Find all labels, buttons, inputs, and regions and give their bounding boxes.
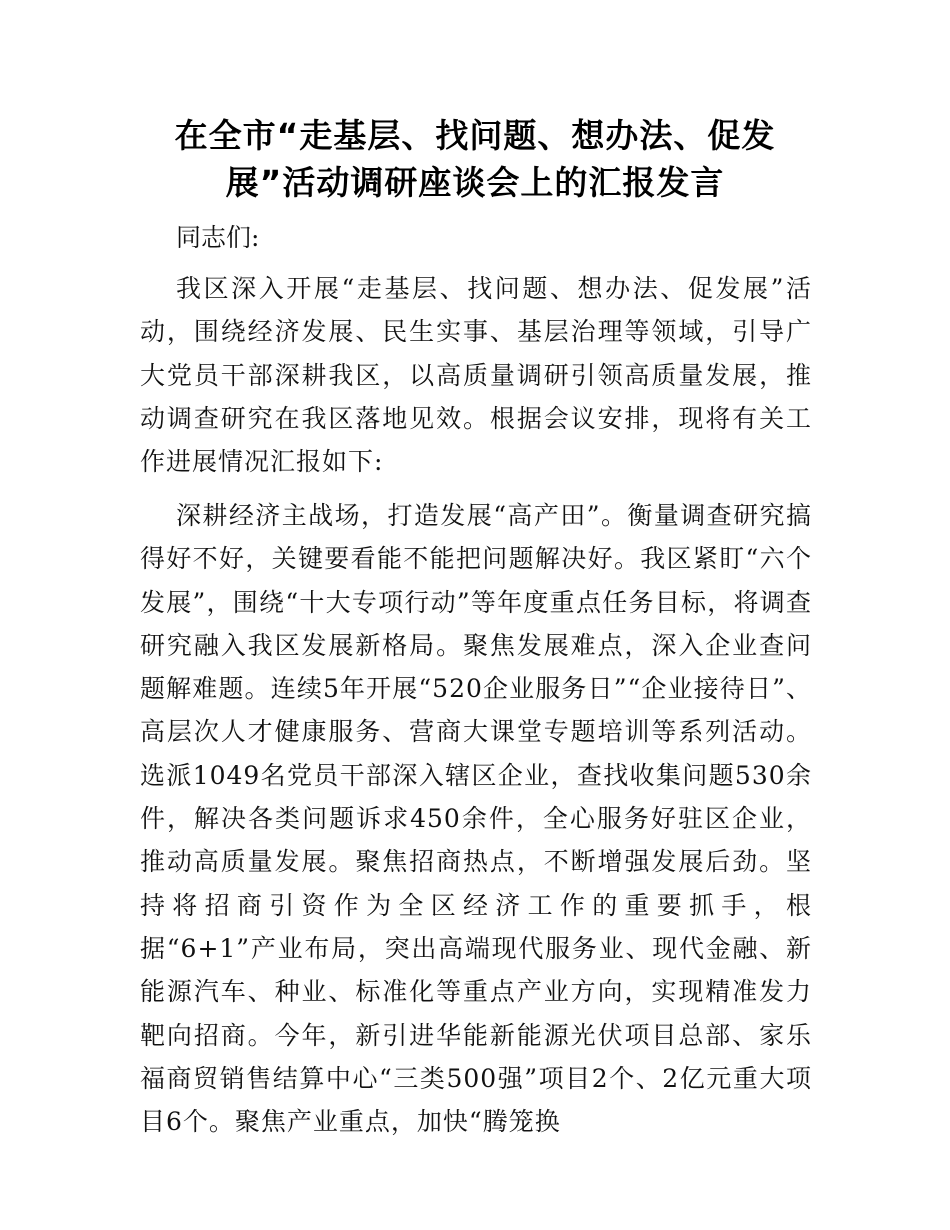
- salutation: 同志们:: [176, 223, 260, 252]
- paragraph-intro: 我区深入开展“走基层、找问题、想办法、促发展”活动，围绕经济发展、民生实事、基层治理等领域，引导广大党员干部深耕我区，以高质量调研引领高质量发展，推动调查研究在我区落地见效。根据会议安排，现将有关工作进展情况汇报如下:: [140, 274, 812, 477]
- paragraph-economy: 深耕经济主战场，打造发展“高产田”。衡量调查研究搞得好不好，关键要看能不能把问题解决好。我区紧盯“六个发展”，围绕“十大专项行动”等年度重点任务目标，将调查研究融入我区发展新格局。聚焦发展难点，深入企业查问题解难题。连续5年开展“520企业服务日”“企业接待日”、高层次人才健康服务、营商大课堂专题培训等系列活动。选派1049名党员干部深入辖区企业，查找收集问题530余件，解决各类问题诉求450余件，全心服务好驻区企业，推动高质量发展。聚焦招商热点，不断增强发展后劲。坚持将招商引资作为全区经济工作的重要抓手，根据“6+1”产业布局，突出高端现代服务业、现代金融、新能源汽车、种业、标准化等重点产业方向，实现精准发力靶向招商。今年，新引进华能新能源光伏项目总部、家乐福商贸销售结算中心“三类500强”项目2个、2亿元重大项目6个。聚焦产业重点，加快“腾笼换: [140, 501, 812, 1137]
- document-title: 在全市“走基层、找问题、想办法、促发展”活动调研座谈会上的汇报发言: [174, 116, 776, 202]
